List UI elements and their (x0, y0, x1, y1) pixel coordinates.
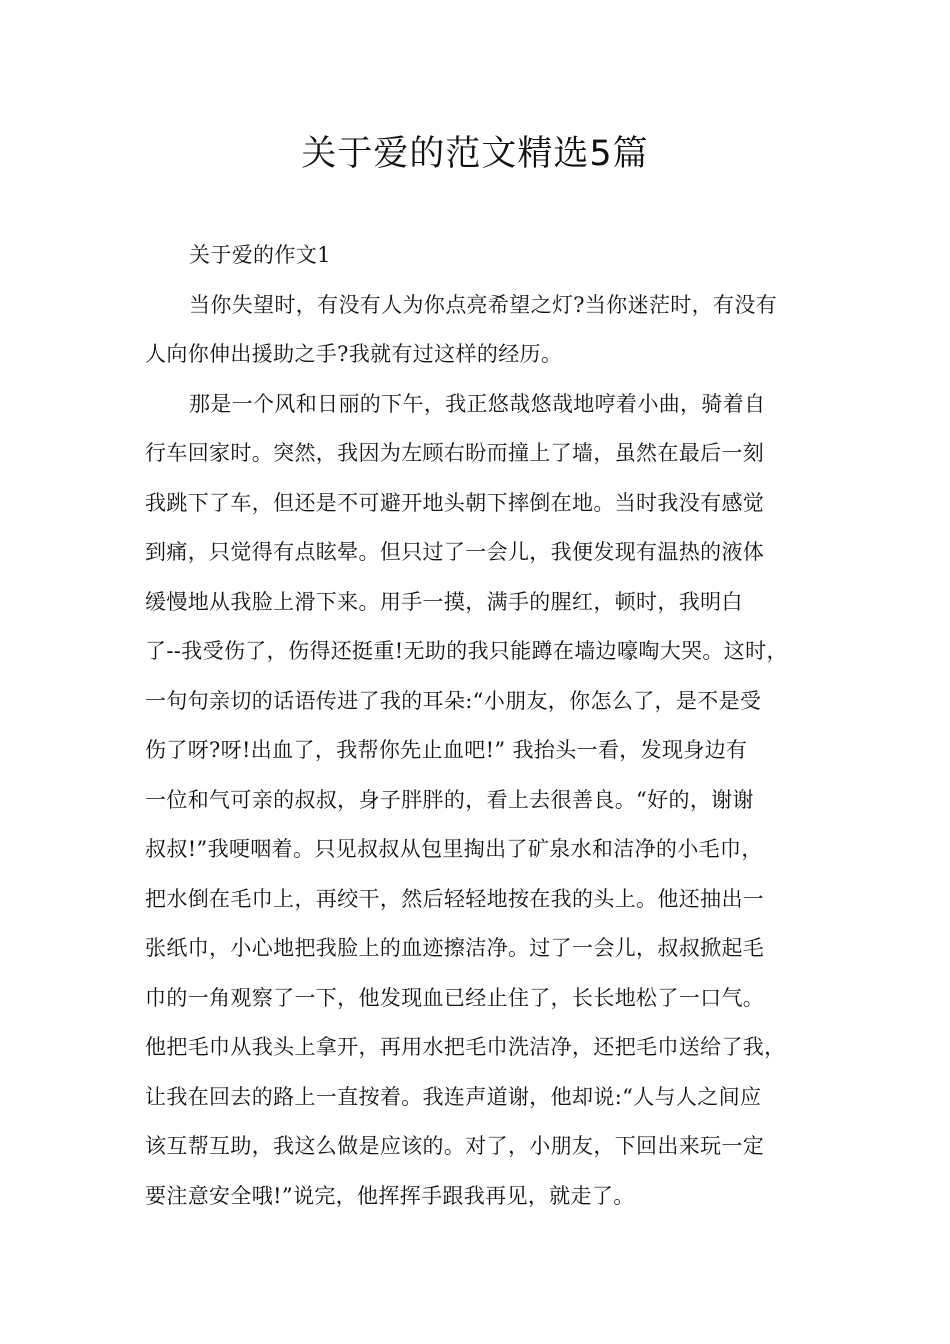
paragraph-line: 行车回家时。突然，我因为左顾右盼而撞上了墙，虽然在最后一刻 (145, 441, 765, 465)
paragraph-line: 要注意安全哦!”说完，他挥挥手跟我再见，就走了。 (145, 1183, 635, 1208)
paragraph-line: 他把毛巾从我头上拿开，再用水把毛巾洗洁净，还把毛巾送给了我， (145, 1035, 786, 1059)
paragraph-line: 叔叔!”我哽咽着。只见叔叔从包里掏出了矿泉水和洁净的小毛巾， (145, 837, 763, 861)
paragraph-line: 一句句亲切的话语传进了我的耳朵:“小朋友，你怎么了，是不是受 (145, 688, 762, 713)
paragraph-line: 让我在回去的路上一直按着。我连声道谢，他却说:“人与人之间应 (145, 1084, 762, 1109)
paragraph-line: 那是一个风和日丽的下午，我正悠哉悠哉地哼着小曲，骑着自 (189, 391, 766, 416)
paragraph-line: 我跳下了车，但还是不可避开地头朝下摔倒在地。当时我没有感觉 (145, 490, 765, 515)
document-body (145, 231, 821, 1221)
paragraph-line: 了--我受伤了，伤得还挺重!无助的我只能蹲在墙边嚎啕大哭。这时， (145, 639, 788, 663)
paragraph-line: 巾的一角观察了一下，他发现血已经止住了，长长地松了一口气。 (145, 985, 765, 1010)
paragraph-line: 该互帮互助，我这么做是应该的。对了，小朋友，下回出来玩一定 (145, 1134, 765, 1158)
paragraph-2 (145, 380, 821, 1222)
section-heading: 关于爱的作文1 (189, 243, 331, 267)
paragraph-line: 把水倒在毛巾上，再绞干，然后轻轻地按在我的头上。他还抽出一 (145, 886, 765, 911)
paragraph-line: 到痛，只觉得有点眩晕。但只过了一会儿，我便发现有温热的液体 (145, 540, 765, 564)
paragraph-line: 缓慢地从我脸上滑下来。用手一摸，满手的腥红，顿时，我明白 (145, 589, 743, 614)
paragraph-line: 张纸巾，小心地把我脸上的血迹擦洁净。过了一会儿，叔叔掀起毛 (145, 936, 765, 960)
paragraph-line: 一位和气可亲的叔叔，身子胖胖的，看上去很善良。“好的，谢谢 (145, 787, 754, 812)
paragraph-line: 当你失望时，有没有人为你点亮希望之灯?当你迷茫时，有没有 (189, 292, 778, 317)
paragraph-1 (145, 281, 821, 380)
paragraph-line: 伤了呀?呀!出血了，我帮你先止血吧!” 我抬头一看，发现身边有 (145, 738, 748, 762)
document-title: 关于爱的范文精选5篇 (301, 134, 649, 174)
paragraph-line: 人向你伸出援助之手?我就有过这样的经历。 (145, 342, 563, 366)
